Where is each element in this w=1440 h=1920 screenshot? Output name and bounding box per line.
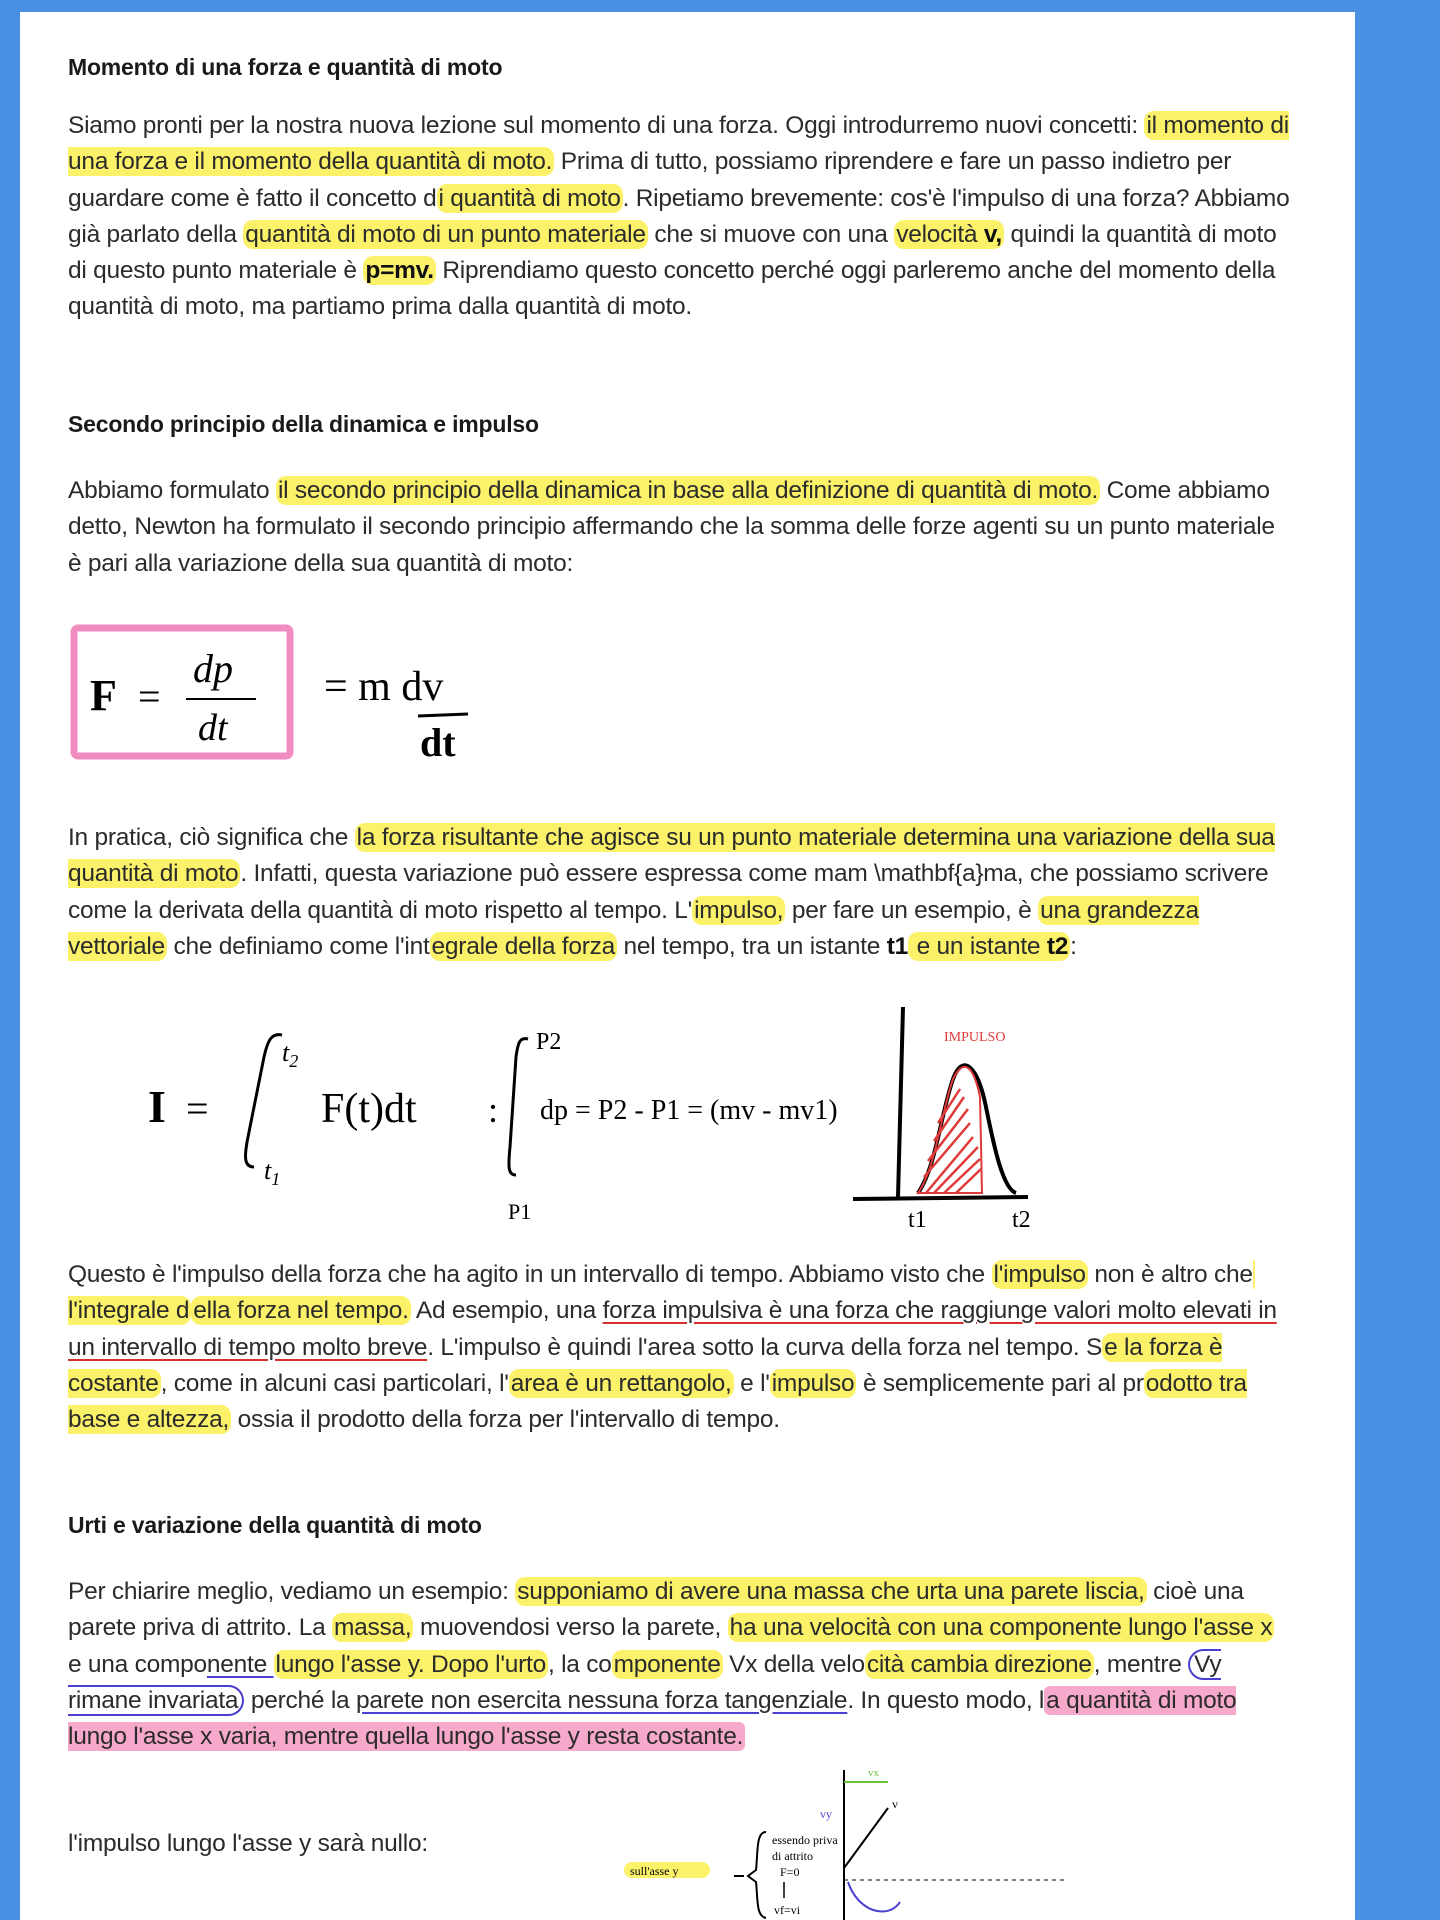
sketch-left-label: sull'asse y (630, 1864, 679, 1878)
paragraph-intro: Siamo pronti per la nostra nuova lezione sul momento di una forza. Oggi introdurremo nuovi concetti: il momento di una forza e il momento della quantità di moto. Prima di tutto, possiamo riprendere e fare un passo indietro per guardare come è fatto il concetto di quantità di moto. Ripetiamo brevemente: cos'è l'impulso di una forza? Abbiamo già parlato della quantità di moto di un punto materiale che si muove con una velocità v, quindi la quantità di moto di questo punto materiale è p=mv. Riprendiamo questo concetto perché oggi parleremo anche del momento della quantità di moto, ma partiamo prima dalla quantità di moto. (68, 112, 1290, 321)
formula1-equals: = (138, 674, 161, 719)
sketch-vy-label: vy (820, 1807, 832, 1821)
formula2-hand-upper: P2 (536, 1029, 562, 1055)
paragraph-forza-risultante: In pratica, ciò significa che la forza risultante che agisce su un punto materiale determina una variazione della sua quantità di moto. Infatti, questa variazione può essere espressa come mam \mathbf{a}ma, che possiamo scrivere come la derivata della quantità di moto rispetto al tempo. L'impulso, per fare un esempio, è una grandezza vettoriale che definiamo come l'integrale della forza nel tempo, tra un istante t1 e un istante t2: (68, 824, 1275, 960)
sketch-brace-line2: di attrito (772, 1849, 813, 1863)
svg-text::: : (488, 1090, 499, 1130)
formula2-graph-t2: t2 (1012, 1207, 1031, 1233)
document-page (20, 12, 1355, 1920)
sketch-v-label: v (892, 1797, 898, 1811)
formula2-integrand: F(t)dt (321, 1086, 417, 1132)
formula2-lhs: I (148, 1081, 166, 1132)
formula-impulse-integral (68, 997, 1048, 1237)
formula1-handwritten-denominator: dt (420, 720, 456, 765)
formula2-hand-lower: P1 (508, 1199, 532, 1224)
formula1-lhs: F (90, 671, 117, 720)
formula1-denominator: dt (198, 707, 228, 749)
paragraph-impulso: Questo è l'impulso della forza che ha agito in un intervallo di tempo. Abbiamo visto che l'impulso non è altro che l'integrale d ella forza nel tempo. Ad esempio, una forza impulsiva è una forza che raggiunge valori molto elevati in un intervallo di tempo molto breve. L'impulso è quindi l'area sotto la curva della forza nel tempo. Se la forza è costante, come in alcuni casi particolari, l'area è un rettangolo, e l'impulso è semplicemente pari al prodotto tra base e altezza, ossia il prodotto della forza per l'intervallo di tempo. (68, 1261, 1277, 1434)
sketch-brace-line4: vf=vi (774, 1903, 801, 1917)
paragraph-urti: Per chiarire meglio, vediamo un esempio: supponiamo di avere una massa che urta una parete liscia, cioè una parete priva di attrito. La massa, muovendosi verso la parete, ha una velocità con una componente lungo l'asse x e una componente lungo l'asse y. Dopo l'urto, la componente Vx della velocità cambia direzione, mentre Vy rimane invariata perché la parete non esercita nessuna forza tangenziale. In questo modo, la quantità di moto lungo l'asse x varia, mentre quella lungo l'asse y resta costante. (68, 1578, 1273, 1751)
formula2-upper-limit: $t_2$ (282, 1038, 299, 1071)
heading-momento-forza: Momento di una forza e quantità di moto (68, 54, 503, 80)
formula2-equals: = (186, 1086, 209, 1131)
formula2-hand-expr: dp = P2 - P1 = (mv - mv1) (540, 1095, 838, 1126)
formula-newton-second-law (68, 620, 528, 780)
sketch-brace-line1: essendo priva (772, 1833, 838, 1847)
sketch-vx-label: vx (868, 1767, 879, 1779)
formula1-numerator: dp (193, 646, 233, 691)
paragraph-impulso-y: l'impulso lungo l'asse y sarà nullo: (68, 1830, 428, 1857)
heading-secondo-principio: Secondo principio della dinamica e impulso (68, 411, 539, 437)
heading-urti: Urti e variazione della quantità di moto (68, 1512, 482, 1538)
formula2-graph-t1: t1 (908, 1207, 927, 1233)
formula2-lower-limit: $t_1$ (264, 1156, 281, 1189)
collision-sketch (608, 1752, 1128, 1920)
formula1-handwritten-numerator: = m dv (324, 664, 444, 710)
formula2-graph-label: IMPULSO (944, 1030, 1006, 1045)
paragraph-secondo-principio: Abbiamo formulato il secondo principio della dinamica in base alla definizione di quantità di moto. Come abbiamo detto, Newton ha formulato il secondo principio affermando che la somma delle forze agenti su un punto materiale è pari alla variazione della sua quantità di moto: (68, 477, 1275, 577)
sketch-brace-line3: F=0 (780, 1865, 800, 1879)
